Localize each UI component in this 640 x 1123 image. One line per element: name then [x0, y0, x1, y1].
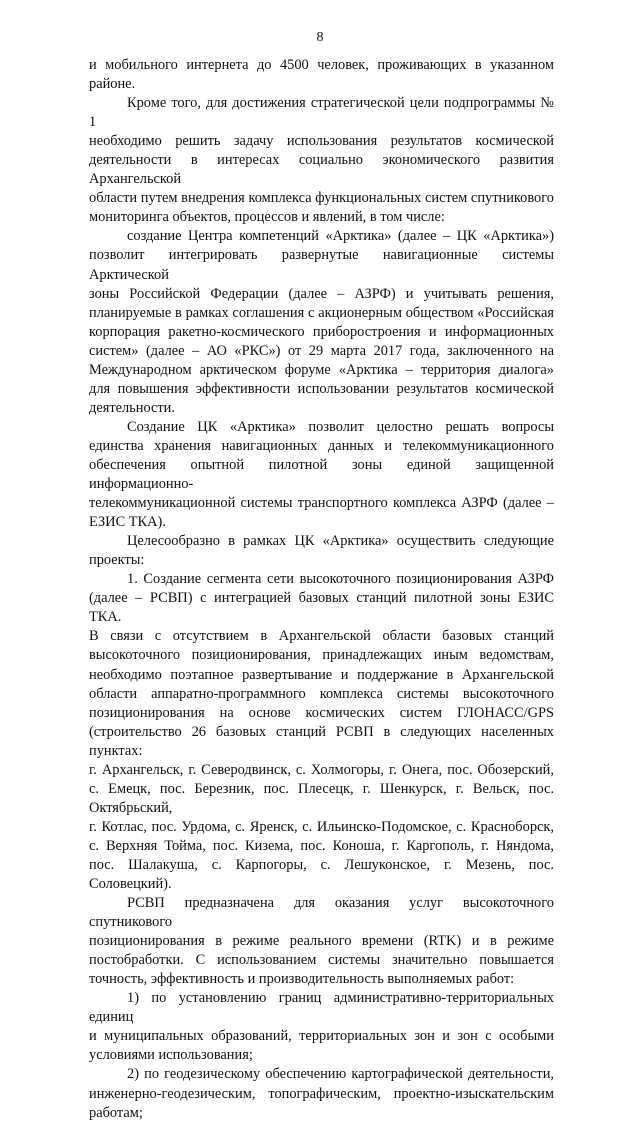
text-line: инженерно-геодезическим, топографическим, проектно-изыскательским — [89, 1085, 554, 1102]
text-line: планируемые в рамках соглашения с акционерным обществом «Российская — [89, 304, 554, 321]
text-line: создание Центра компетенций «Арктика» (далее – ЦК «Арктика») — [127, 228, 554, 245]
text-line: необходимо поэтапное развертывание и поддержание в Архангельской — [89, 666, 554, 683]
text-line: необходимо решить задачу использования результатов космической — [89, 133, 554, 150]
text-line: РСВП предназначена для оказания услуг высокоточного спутникового — [89, 895, 554, 931]
document-body — [89, 56, 554, 1123]
text-line: систем» (далее – АО «РКС») от 29 марта 2017 года, заключенного на — [89, 342, 554, 359]
page-number: 8 — [316, 30, 324, 45]
text-line: (строительство 26 базовых станций РСВП в следующих населенных пунктах: — [89, 723, 554, 759]
text-line: Кроме того, для достижения стратегической цели подпрограммы № 1 — [89, 95, 554, 131]
text-line: г. Котлас, пос. Урдома, с. Яренск, с. Ильинско-Подомское, с. Красноборск, — [89, 818, 554, 835]
text-line: области аппаратно-программного комплекса системы высокоточного — [89, 685, 554, 702]
text-line: для повышения эффективности использовании результатов космической — [89, 380, 554, 397]
text-line: обеспечения опытной пилотной зоны единой защищенной информационно- — [89, 456, 554, 493]
text-line: деятельности в интересах социально экономического развития Архангельской — [89, 152, 554, 188]
text-line: 1. Создание сегмента сети высокоточного позиционирования АЗРФ — [127, 571, 554, 588]
text-line: с. Емецк, пос. Березник, пос. Плесецк, г. Шенкурск, г. Вельск, пос. Октябрьский, — [89, 780, 554, 816]
text-line: г. Архангельск, г. Северодвинск, с. Холмогоры, г. Онега, пос. Обозерский, — [89, 761, 554, 778]
text-line: пос. Шалакуша, с. Карпогоры, с. Лешуконское, г. Мезень, пос. Соловецкий). — [89, 856, 554, 893]
text-line: точность, эффективность и производительность выполняемых работ: — [89, 971, 515, 988]
text-line: Создание ЦК «Арктика» позволит целостно решать вопросы — [127, 418, 554, 435]
text-line: постобработки. С использованием системы значительно повышается — [89, 952, 554, 969]
text-line: позволит интегрировать развернутые навигационные системы Арктической — [89, 247, 554, 283]
text-line: 1) по установлению границ административно-территориальных единиц — [89, 990, 554, 1026]
text-line: и мобильного интернета до 4500 человек, проживающих в указанном районе. — [89, 57, 554, 93]
text-line: зоны Российской Федерации (далее – АЗРФ) и учитывать решения, — [89, 285, 554, 302]
text-line: Международном арктическом форуме «Арктика – территория диалога» — [89, 361, 554, 378]
text-line: области путем внедрения комплекса функциональных систем спутникового — [89, 190, 554, 207]
text-line: 2) по геодезическому обеспечению картографической деятельности, — [127, 1066, 554, 1083]
text-line: Целесообразно в рамках ЦК «Арктика» осуществить следующие — [127, 533, 554, 550]
text-line: и муниципальных образований, территориальных зон и зон с особыми — [89, 1028, 554, 1045]
text-line: позиционирования на основе космических систем ГЛОНАСС/GPS — [89, 704, 554, 721]
text-line: телекоммуникационной системы транспортного комплекса АЗРФ (далее – — [89, 495, 554, 512]
text-line: позиционирования в режиме реального времени (RTK) и в режиме — [89, 933, 554, 950]
text-line: единства хранения навигационных данных и телекоммуникационного — [89, 437, 554, 454]
text-line: (далее – РСВП) с интеграцией базовых станций пилотной зоны ЕЗИС ТКА. — [89, 590, 554, 626]
text-line: В связи с отсутствием в Архангельской области базовых станций — [89, 628, 554, 645]
text-line: корпорация ракетно-космического приборостроения и информационных — [89, 323, 554, 340]
text-line: ЕЗИС ТКА). — [89, 514, 166, 531]
text-line: проекты: — [89, 552, 145, 569]
text-line: высокоточного позиционирования, принадлежащих иным ведомствам, — [89, 647, 554, 664]
text-line: мониторинга объектов, процессов и явлений, в том числе: — [89, 209, 445, 226]
text-line: с. Верхняя Тойма, пос. Кизема, пос. Коноша, г. Каргополь, г. Няндома, — [89, 837, 554, 854]
text-line: работам; — [89, 1104, 143, 1121]
text-line: деятельности. — [89, 399, 175, 416]
text-line: условиями использования; — [89, 1047, 253, 1064]
